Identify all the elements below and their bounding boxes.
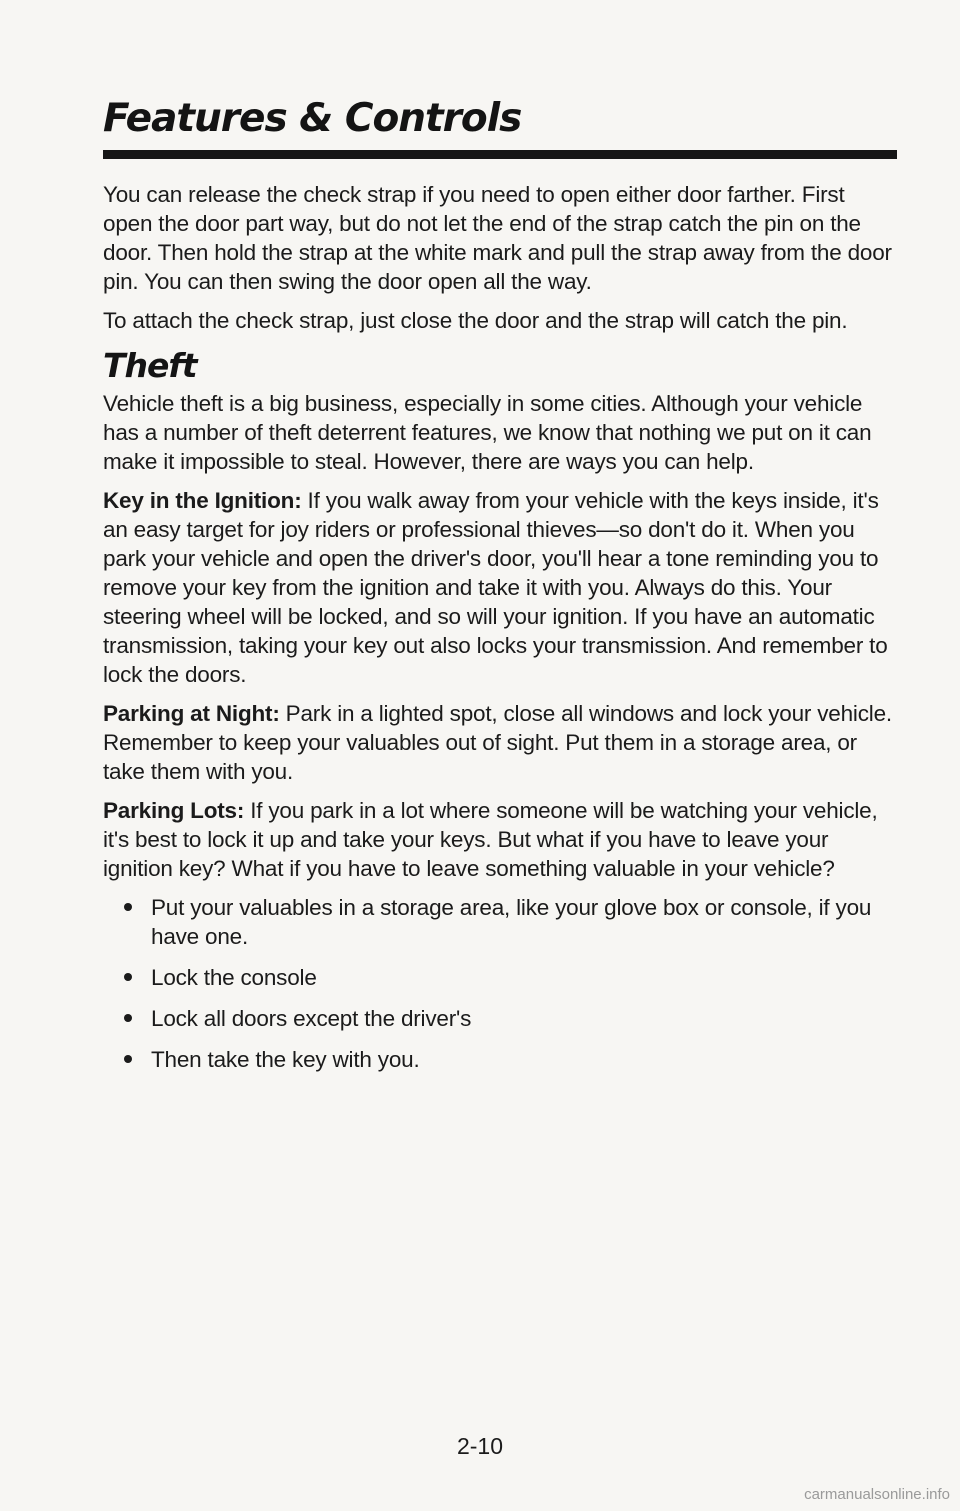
theft-tips-list — [103, 893, 897, 1074]
list-item — [124, 1045, 897, 1074]
header-rule — [103, 150, 897, 159]
bullet-icon — [124, 1014, 132, 1022]
key-in-ignition-text: If you walk away from your vehicle with the keys inside, it's an easy target for joy riders or professional thieves—so don't do it. When you park your vehicle and open the driver's door, you'll hear a tone reminding you to remove your key from the ignition and take it with you. Always do this. Your steering wheel will be locked, and so will your ignition. If you have an automatic transmission, taking your key out also locks your transmission. And remember to lock the doors. — [103, 488, 888, 687]
section-title: Features & Controls — [103, 96, 522, 141]
key-in-ignition-label: Key in the Ignition: — [103, 488, 302, 513]
theft-intro-paragraph: Vehicle theft is a big business, especially in some cities. Although your vehicle has a number of theft deterrent features, we know that nothing we put on it can make it impossible to steal. However, there are ways you can help. — [103, 391, 872, 474]
parking-lots-paragraph — [103, 796, 897, 883]
check-strap-release-paragraph: You can release the check strap if you need to open either door farther. First open the door part way, but do not let the end of the strap catch the pin on the door. Then hold the strap at the white mark and pull the strap away from the door pin. You can then swing the door open all the way. — [103, 182, 892, 294]
key-in-ignition-paragraph — [103, 486, 897, 689]
bullet-icon — [124, 973, 132, 981]
list-item — [124, 963, 897, 992]
list-item-text: Then take the key with you. — [151, 1047, 420, 1072]
list-item-text: Put your valuables in a storage area, like your glove box or console, if you have one. — [151, 895, 872, 949]
theft-heading: Theft — [103, 346, 197, 385]
bullet-icon — [124, 1055, 132, 1063]
list-item — [124, 893, 897, 951]
parking-at-night-label: Parking at Night: — [103, 701, 280, 726]
parking-at-night-text: Park in a lighted spot, close all windows and lock your vehicle. Remember to keep your valuables out of sight. Put them in a storage area, or take them with you. — [103, 701, 892, 784]
list-item-text: Lock the console — [151, 965, 317, 990]
parking-lots-text: If you park in a lot where someone will be watching your vehicle, it's best to lock it up and take your keys. But what if you have to leave your ignition key? What if you have to leave something valuable in your vehicle? — [103, 798, 878, 881]
list-item — [124, 1004, 897, 1033]
check-strap-attach-paragraph: To attach the check strap, just close the door and the strap will catch the pin. — [103, 308, 848, 333]
parking-lots-label: Parking Lots: — [103, 798, 245, 823]
page-content — [103, 180, 897, 1086]
parking-at-night-paragraph — [103, 699, 897, 786]
watermark: carmanualsonline.info — [804, 1486, 950, 1503]
page-number: 2-10 — [456, 1433, 504, 1459]
bullet-icon — [124, 903, 132, 911]
list-item-text: Lock all doors except the driver's — [151, 1006, 472, 1031]
